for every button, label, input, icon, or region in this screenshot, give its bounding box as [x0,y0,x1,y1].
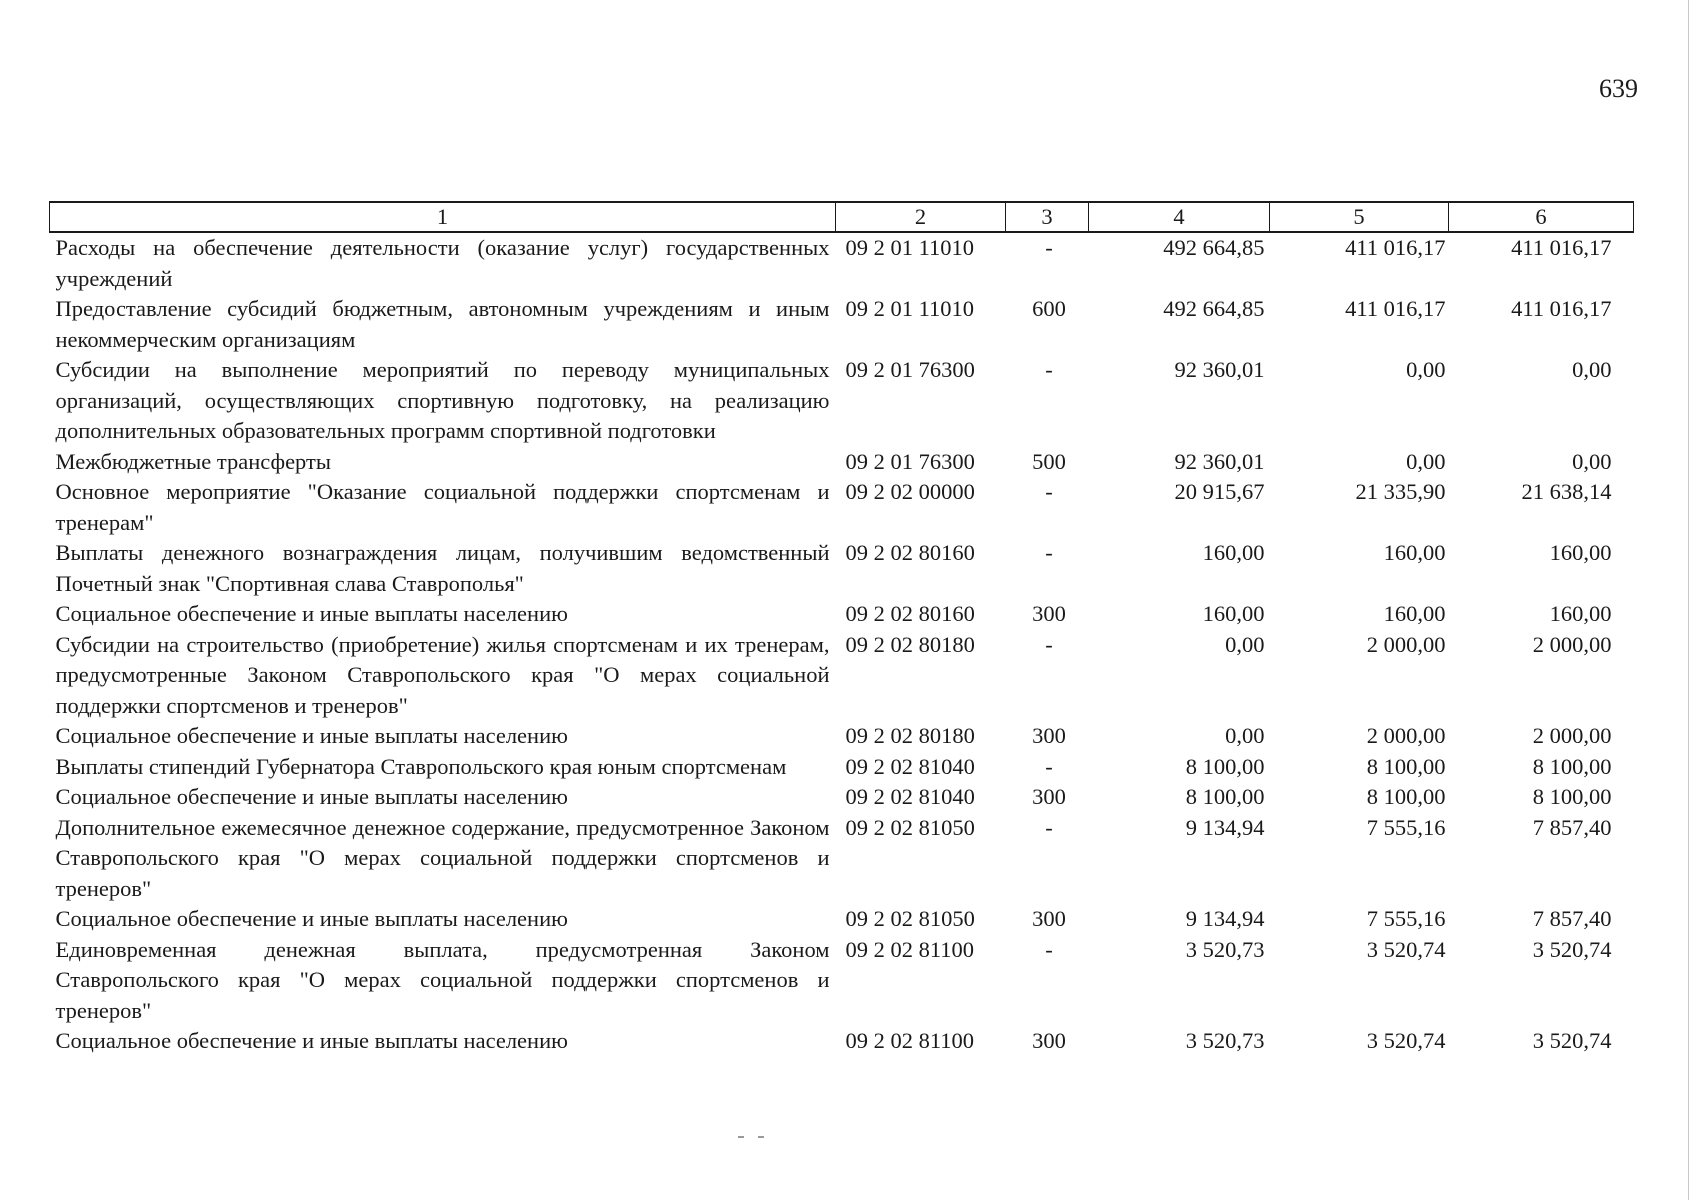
row-amount-col-5: 2 000,00 [1366,631,1446,657]
row-amount-col-5: 0,00 [1406,448,1446,474]
row-expense-type: - [1045,936,1053,962]
row-code: 09 2 02 80160 [845,601,975,626]
row-code: 09 2 02 80180 [845,631,975,657]
row-amount-col-6: 411 016,17 [1511,235,1612,260]
row-amount-col-6: 0,00 [1572,357,1612,382]
row-amount-col-4: 9 134,94 [1185,906,1265,931]
scan-edge-line [1688,0,1689,1200]
row-amount-col-4: 0,00 [1225,723,1265,748]
row-expense-type: - [1045,753,1053,779]
row-amount-col-6: 0,00 [1572,448,1612,474]
row-amount-col-6: 8 100,00 [1532,784,1612,809]
row-amount-col-5: 7 555,16 [1366,814,1446,840]
row-amount-col-4: 492 664,85 [1163,296,1265,321]
row-code: 09 2 01 76300 [845,357,975,382]
row-code: 09 2 02 81100 [845,936,975,962]
page-number: 639 [1599,74,1638,103]
row-name: Социальное обеспечение и иные выплаты населению [55,601,568,626]
row-name: Социальное обеспечение и иные выплаты населению [55,906,568,931]
table-row [50,721,1634,752]
table-row [50,904,1634,935]
row-code: 09 2 01 11010 [845,296,975,321]
table-row [50,232,1634,294]
row-name: Основное мероприятие "Оказание социальной поддержки спортсменам и тренерам" [55,479,830,535]
row-amount-col-5: 160,00 [1383,601,1446,626]
row-expense-type: - [1045,631,1053,657]
row-name: Субсидии на выполнение мероприятий по переводу муниципальных организаций, осуществляющих спортивную подготовку, на реализацию дополнительных образовательных программ спортивной подготовки [55,357,830,443]
row-amount-col-5: 2 000,00 [1366,723,1446,748]
row-expense-type: - [1045,357,1053,382]
row-code: 09 2 02 81050 [845,906,975,931]
row-amount-col-6: 2 000,00 [1532,631,1612,657]
row-code: 09 2 02 00000 [845,479,975,504]
row-code: 09 2 01 11010 [845,235,975,260]
row-code: 09 2 02 81040 [845,753,975,779]
row-amount-col-4: 492 664,85 [1163,235,1265,260]
row-expense-type: - [1045,235,1053,260]
table-row [50,599,1634,630]
table-row [50,538,1634,599]
row-name: Выплаты денежного вознаграждения лицам, получившим ведомственный Почетный знак "Спортивная слава Ставрополья" [55,540,830,596]
row-amount-col-4: 160,00 [1202,540,1265,565]
row-amount-col-6: 7 857,40 [1532,814,1612,840]
row-code: 09 2 02 80180 [845,723,975,748]
row-amount-col-6: 3 520,74 [1532,936,1612,962]
row-expense-type: - [1045,479,1053,504]
row-code: 09 2 02 81100 [845,1028,975,1053]
table-row [50,477,1634,538]
row-name: Социальное обеспечение и иные выплаты населению [55,1028,568,1053]
row-expense-type: 300 [1032,601,1066,626]
row-amount-col-5: 8 100,00 [1366,784,1446,809]
row-amount-col-6: 160,00 [1549,601,1612,626]
header-col-2: 2 [836,202,1006,232]
row-expense-type: - [1045,814,1053,840]
table-row [50,813,1634,905]
table-row [50,355,1634,447]
row-amount-col-4: 8 100,00 [1185,784,1265,809]
row-code: 09 2 02 81040 [845,784,975,809]
header-col-3: 3 [1006,202,1089,232]
row-expense-type: - [1045,540,1053,565]
row-amount-col-5: 411 016,17 [1345,235,1446,260]
row-expense-type: 300 [1032,906,1066,931]
row-name: Дополнительное ежемесячное денежное содержание, предусмотренное Законом Ставропольского края "О мерах социальной поддержки спортсменов и тренеров" [55,814,830,901]
header-col-1: 1 [50,202,836,232]
row-name: Расходы на обеспечение деятельности (оказание услуг) государственных учреждений [55,235,830,291]
row-amount-col-5: 8 100,00 [1366,753,1446,779]
table-body [50,232,1634,1057]
row-amount-col-5: 411 016,17 [1345,296,1446,321]
row-expense-type: 300 [1032,723,1066,748]
row-expense-type: 500 [1032,448,1066,474]
row-name: Социальное обеспечение и иные выплаты населению [55,723,568,748]
row-amount-col-6: 21 638,14 [1521,479,1612,504]
row-amount-col-6: 160,00 [1549,540,1612,565]
row-name: Межбюджетные трансферты [55,448,331,474]
row-name: Единовременная денежная выплата, предусмотренная Законом Ставропольского края "О мерах социальной поддержки спортсменов и тренеров" [55,936,830,1023]
row-code: 09 2 02 80160 [845,540,975,565]
row-expense-type: 300 [1032,1028,1066,1053]
row-amount-col-4: 160,00 [1202,601,1265,626]
row-amount-col-4: 8 100,00 [1185,753,1265,779]
row-amount-col-4: 92 360,01 [1174,448,1265,474]
header-row [50,202,1634,232]
row-amount-col-6: 7 857,40 [1532,906,1612,931]
table-row [50,630,1634,722]
table-row [50,752,1634,783]
header-col-5: 5 [1270,202,1449,232]
table-row [50,782,1634,813]
budget-table [49,201,1634,1057]
row-amount-col-5: 160,00 [1383,540,1446,565]
row-expense-type: 300 [1032,784,1066,809]
row-amount-col-5: 7 555,16 [1366,906,1446,931]
row-expense-type: 600 [1032,296,1066,321]
row-name: Предоставление субсидий бюджетным, автономным учреждениям и иным некоммерческим организациям [55,296,830,352]
row-code: 09 2 02 81050 [845,814,975,840]
row-amount-col-6: 2 000,00 [1532,723,1612,748]
row-amount-col-6: 411 016,17 [1511,296,1612,321]
row-amount-col-4: 0,00 [1225,631,1265,657]
table-row [50,935,1634,1027]
row-amount-col-5: 3 520,74 [1366,936,1446,962]
row-code: 09 2 01 76300 [845,448,975,474]
row-name: Социальное обеспечение и иные выплаты населению [55,784,568,809]
header-col-6: 6 [1449,202,1634,232]
row-amount-col-4: 20 915,67 [1174,479,1265,504]
table-row [50,1026,1634,1057]
row-amount-col-6: 8 100,00 [1532,753,1612,779]
table-row [50,447,1634,478]
row-amount-col-4: 92 360,01 [1174,357,1265,382]
table-row [50,294,1634,355]
row-amount-col-5: 21 335,90 [1355,479,1446,504]
row-amount-col-5: 3 520,74 [1366,1028,1446,1053]
row-name: Выплаты стипендий Губернатора Ставропольского края юным спортсменам [55,753,787,779]
row-name: Субсидии на строительство (приобретение) жилья спортсменам и их тренерам, предусмотренные Законом Ставропольского края "О мерах социальной поддержки спортсменов и тренеров" [55,631,830,718]
row-amount-col-4: 3 520,73 [1185,936,1265,962]
row-amount-col-5: 0,00 [1406,357,1446,382]
row-amount-col-4: 3 520,73 [1185,1028,1265,1053]
scan-artifact [738,1136,768,1140]
table-header [50,202,1634,232]
row-amount-col-6: 3 520,74 [1532,1028,1612,1053]
header-col-4: 4 [1089,202,1270,232]
row-amount-col-4: 9 134,94 [1185,814,1265,840]
